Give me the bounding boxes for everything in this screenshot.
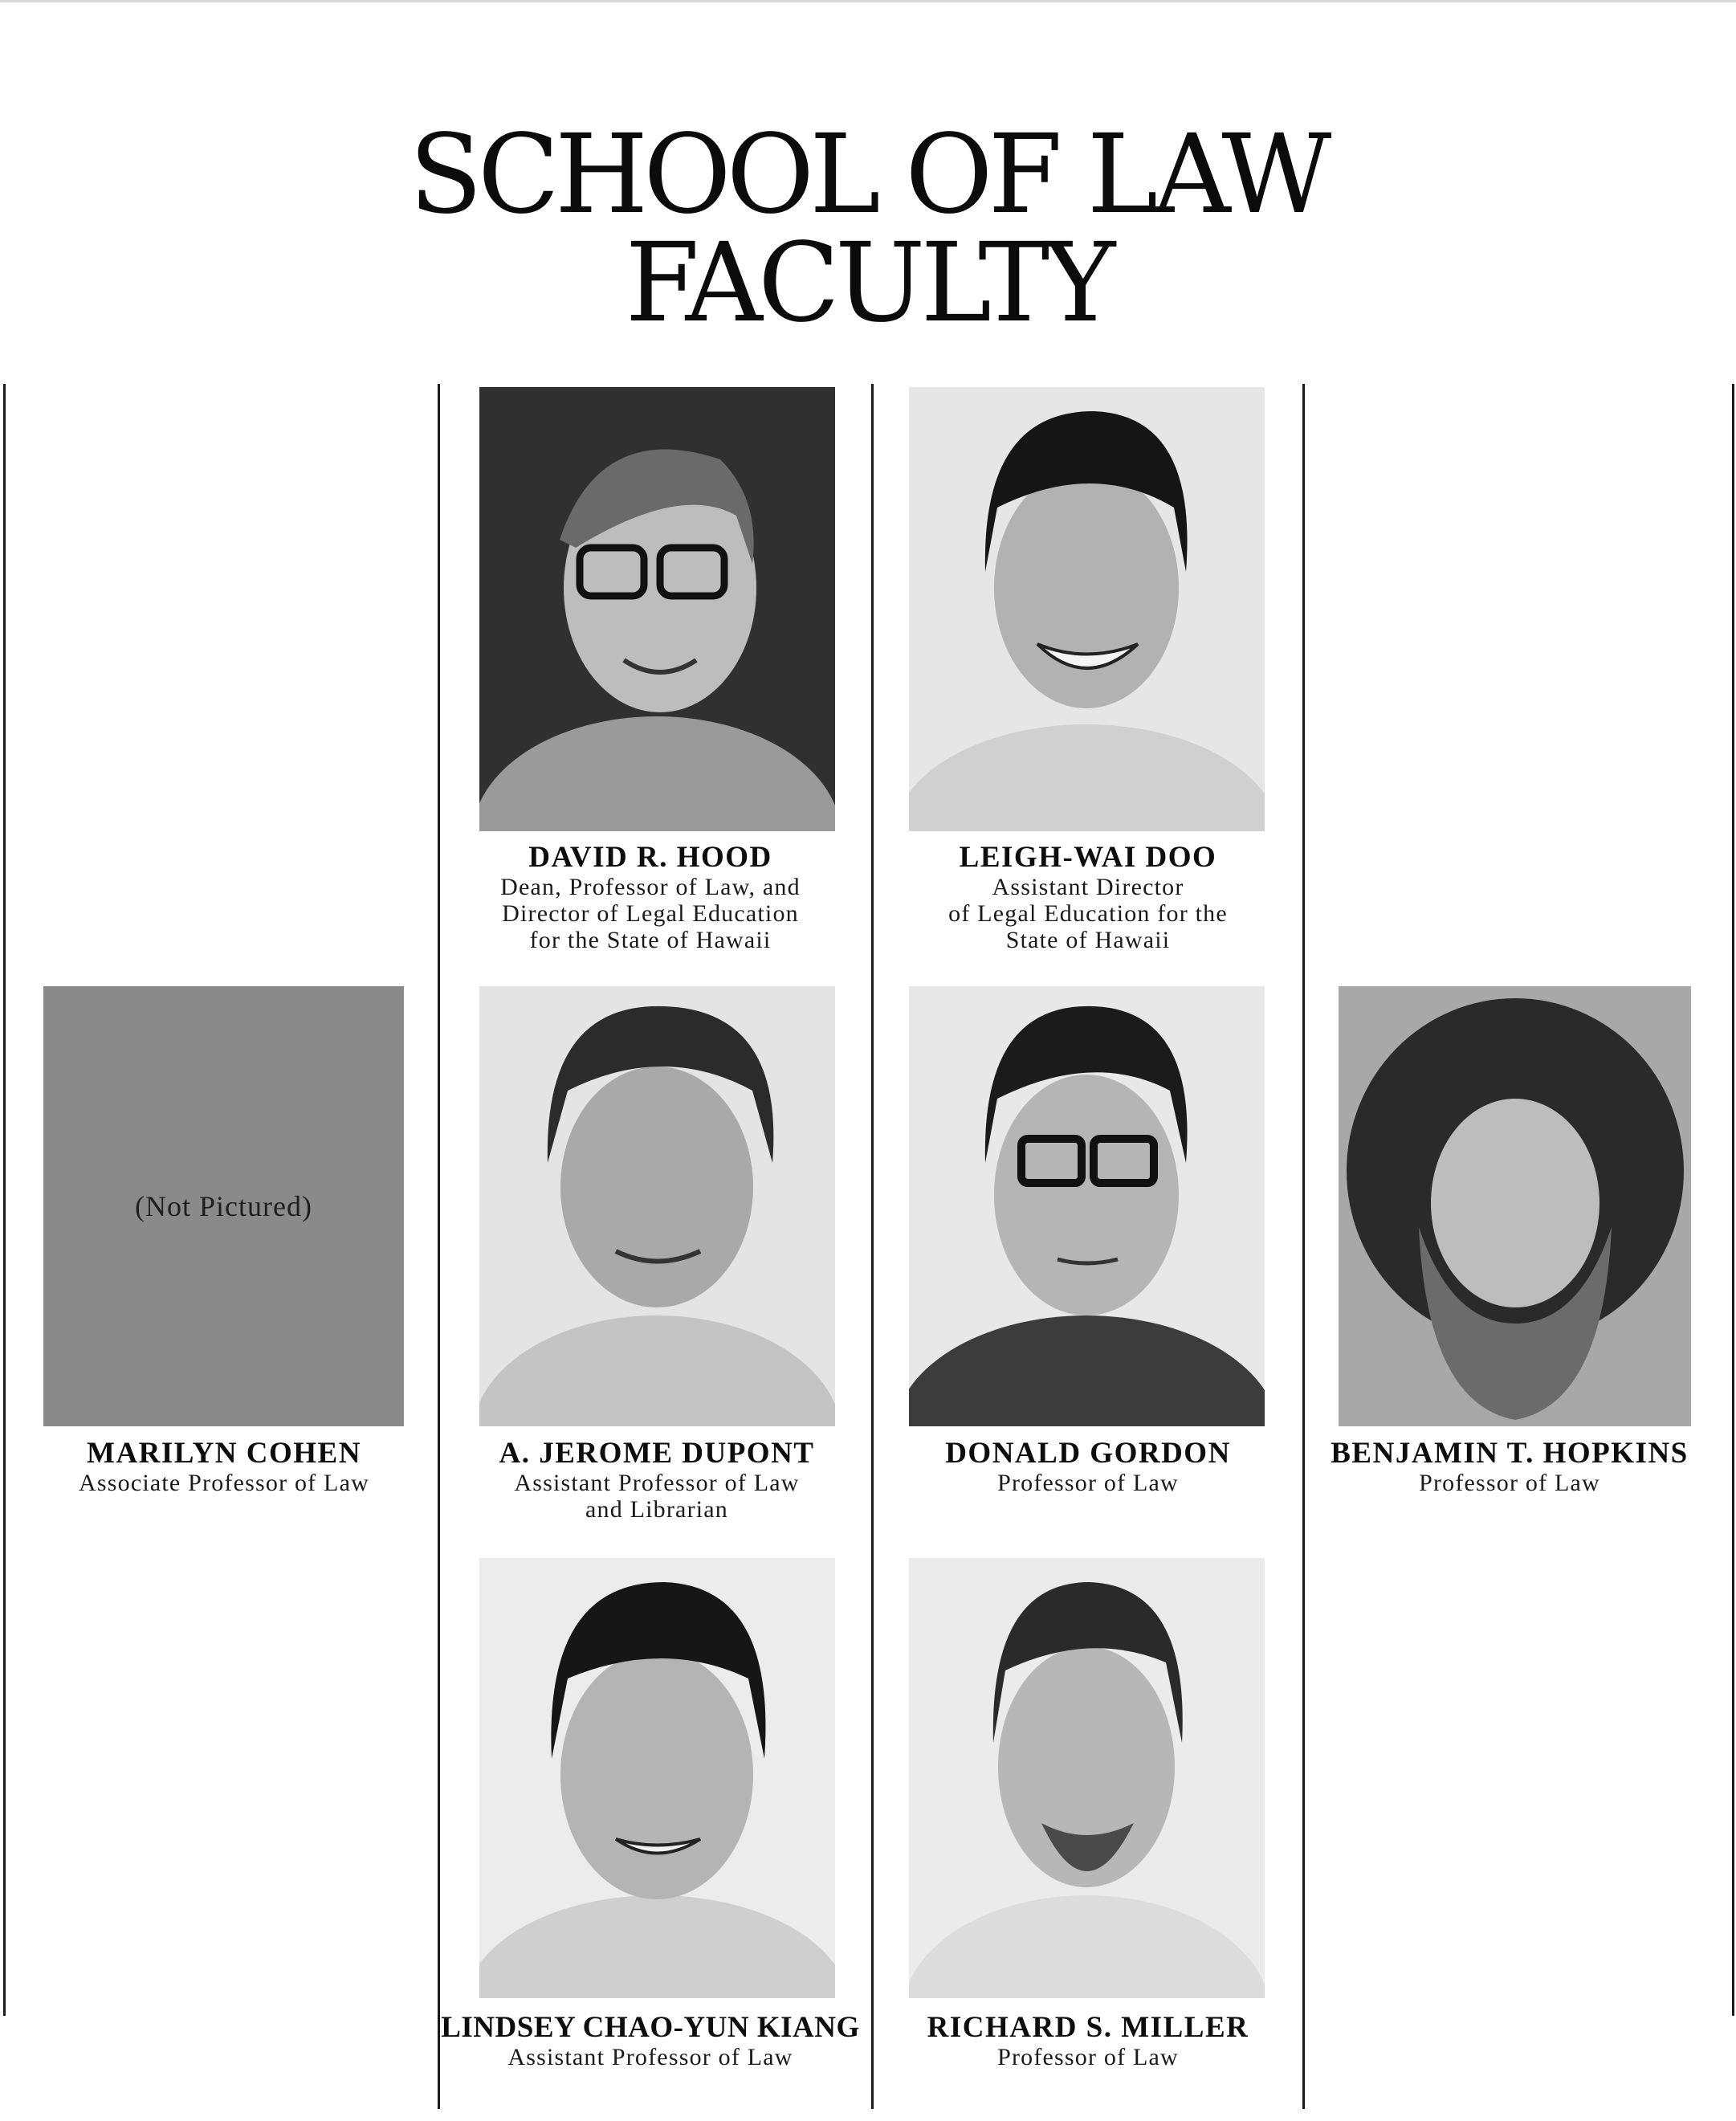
column-rule-2	[438, 384, 440, 2109]
faculty-title: Professor of Law	[997, 2044, 1179, 2070]
faculty-name: MARILYN COHEN	[87, 1437, 361, 1470]
portrait-doo	[909, 387, 1265, 831]
faculty-title: Assistant Professor of Law	[507, 2044, 793, 2070]
faculty-name: A. JEROME DUPONT	[499, 1437, 815, 1470]
column-rule-5	[1732, 384, 1734, 2016]
faculty-name: RICHARD S. MILLER	[927, 2011, 1249, 2044]
page-title-line-1: SCHOOL OF LAW	[409, 112, 1327, 239]
portrait-gordon	[909, 986, 1265, 1426]
portrait-dupont	[479, 986, 835, 1426]
faculty-title: Assistant Professor of Law and Librarian	[514, 1470, 800, 1523]
column-rule-4	[1302, 384, 1305, 2109]
caption-doo	[863, 842, 1313, 953]
portrait-hood	[479, 387, 835, 831]
caption-kiang	[426, 2012, 875, 2070]
column-rule-3	[871, 384, 874, 2109]
faculty-name: LINDSEY CHAO-YUN KIANG	[441, 2011, 860, 2044]
faculty-title: Professor of Law	[1419, 1470, 1600, 1496]
faculty-title: Assistant Director of Legal Education for the State of Hawaii	[948, 874, 1228, 953]
faculty-name: DAVID R. HOOD	[528, 841, 772, 874]
not-pictured-label: (Not Pictured)	[135, 1190, 312, 1222]
top-border	[0, 0, 1736, 2]
portrait-placeholder-cohen	[43, 986, 404, 1426]
portrait-miller	[909, 1558, 1265, 1998]
column-rule-1	[3, 384, 6, 2016]
caption-gordon	[863, 1438, 1313, 1496]
caption-dupont	[432, 1438, 882, 1523]
caption-hopkins	[1285, 1438, 1734, 1496]
page-title-line-2: FACULTY	[625, 220, 1111, 347]
faculty-name: DONALD GORDON	[945, 1437, 1231, 1470]
caption-miller	[863, 2012, 1313, 2070]
caption-hood	[426, 842, 875, 953]
portrait-kiang	[479, 1558, 835, 1998]
faculty-title: Associate Professor of Law	[79, 1470, 369, 1496]
faculty-name: LEIGH-WAI DOO	[959, 841, 1217, 874]
faculty-name: BENJAMIN T. HOPKINS	[1331, 1437, 1689, 1470]
portrait-hopkins	[1339, 986, 1691, 1426]
caption-cohen	[0, 1438, 449, 1496]
faculty-title: Dean, Professor of Law, and Director of Legal Education for the State of Hawaii	[500, 874, 801, 953]
faculty-title: Professor of Law	[997, 1470, 1179, 1496]
